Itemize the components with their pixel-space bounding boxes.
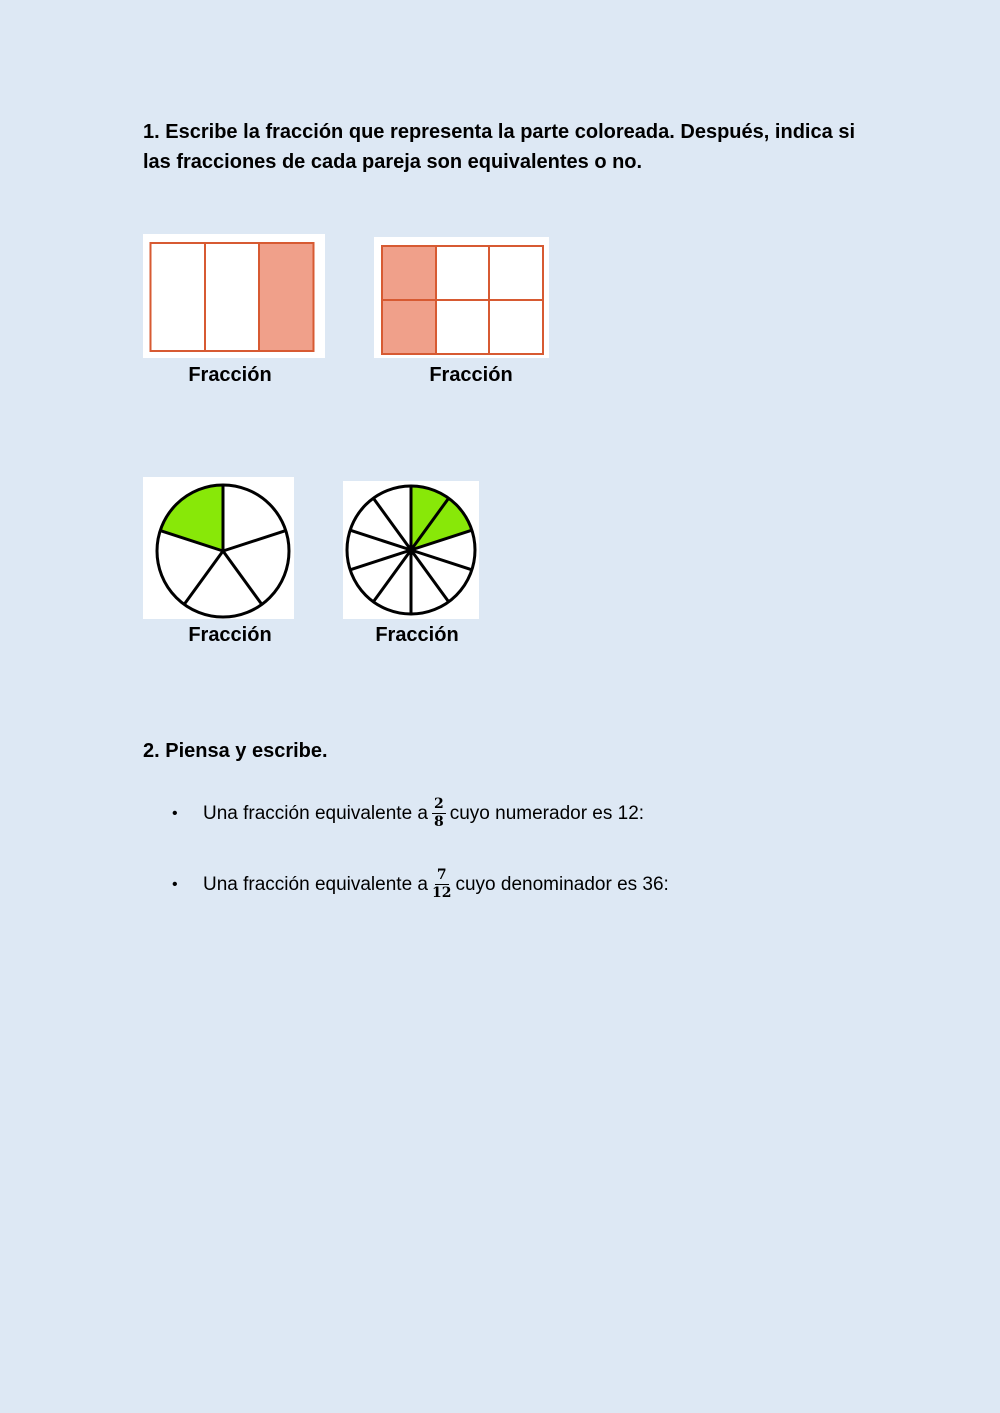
exercise-2-heading: 2. Piensa y escribe. xyxy=(143,740,328,762)
item-text-before: Una fracción equivalente a xyxy=(203,802,428,824)
list-item xyxy=(172,868,669,901)
rectangle-sixths-figure xyxy=(374,237,549,358)
fraction-denominator: 8 xyxy=(433,814,444,830)
circle-fifths-figure xyxy=(143,477,294,619)
rectangle-sixths-svg xyxy=(374,237,549,358)
fraction xyxy=(432,797,446,830)
bullet-icon: • xyxy=(172,804,178,822)
radius-line xyxy=(411,550,472,570)
item-text-before: Una fracción equivalente a xyxy=(203,873,428,895)
figure-2-label: Fracción xyxy=(429,364,513,386)
figure-4-label: Fracción xyxy=(375,624,459,646)
radius-line xyxy=(350,530,411,550)
radius-line xyxy=(411,550,449,602)
circle-fifths-svg xyxy=(143,477,294,619)
radius-line xyxy=(350,550,411,570)
fraction-denominator: 12 xyxy=(431,885,452,901)
rectangle-thirds-figure xyxy=(143,234,325,358)
rectangle-thirds-svg xyxy=(143,234,325,358)
fraction-numerator: 7 xyxy=(436,867,447,883)
shaded-third xyxy=(259,243,313,351)
item-text-after: cuyo denominador es 36: xyxy=(455,873,669,895)
exercise-1-instruction: 1. Escribe la fracción que representa la parte coloreada. Después, indica si las fracciones de cada pareja son equivalentes o no. xyxy=(143,121,855,173)
radius-line xyxy=(373,550,411,602)
figure-3-label: Fracción xyxy=(188,624,272,646)
item-text-after: cuyo numerador es 12: xyxy=(449,802,645,824)
list-item xyxy=(172,797,644,830)
radius-line xyxy=(223,531,286,551)
fraction xyxy=(432,868,451,901)
circle-tenths-svg xyxy=(343,481,479,619)
fraction-numerator: 2 xyxy=(433,796,444,812)
radius-line xyxy=(184,551,223,604)
bullet-icon: • xyxy=(172,875,178,893)
radius-line xyxy=(373,498,411,550)
figure-1-label: Fracción xyxy=(188,364,272,386)
shaded-cell xyxy=(382,246,436,300)
radius-line xyxy=(223,551,262,604)
shaded-cell xyxy=(382,300,436,354)
circle-tenths-figure xyxy=(343,481,479,619)
